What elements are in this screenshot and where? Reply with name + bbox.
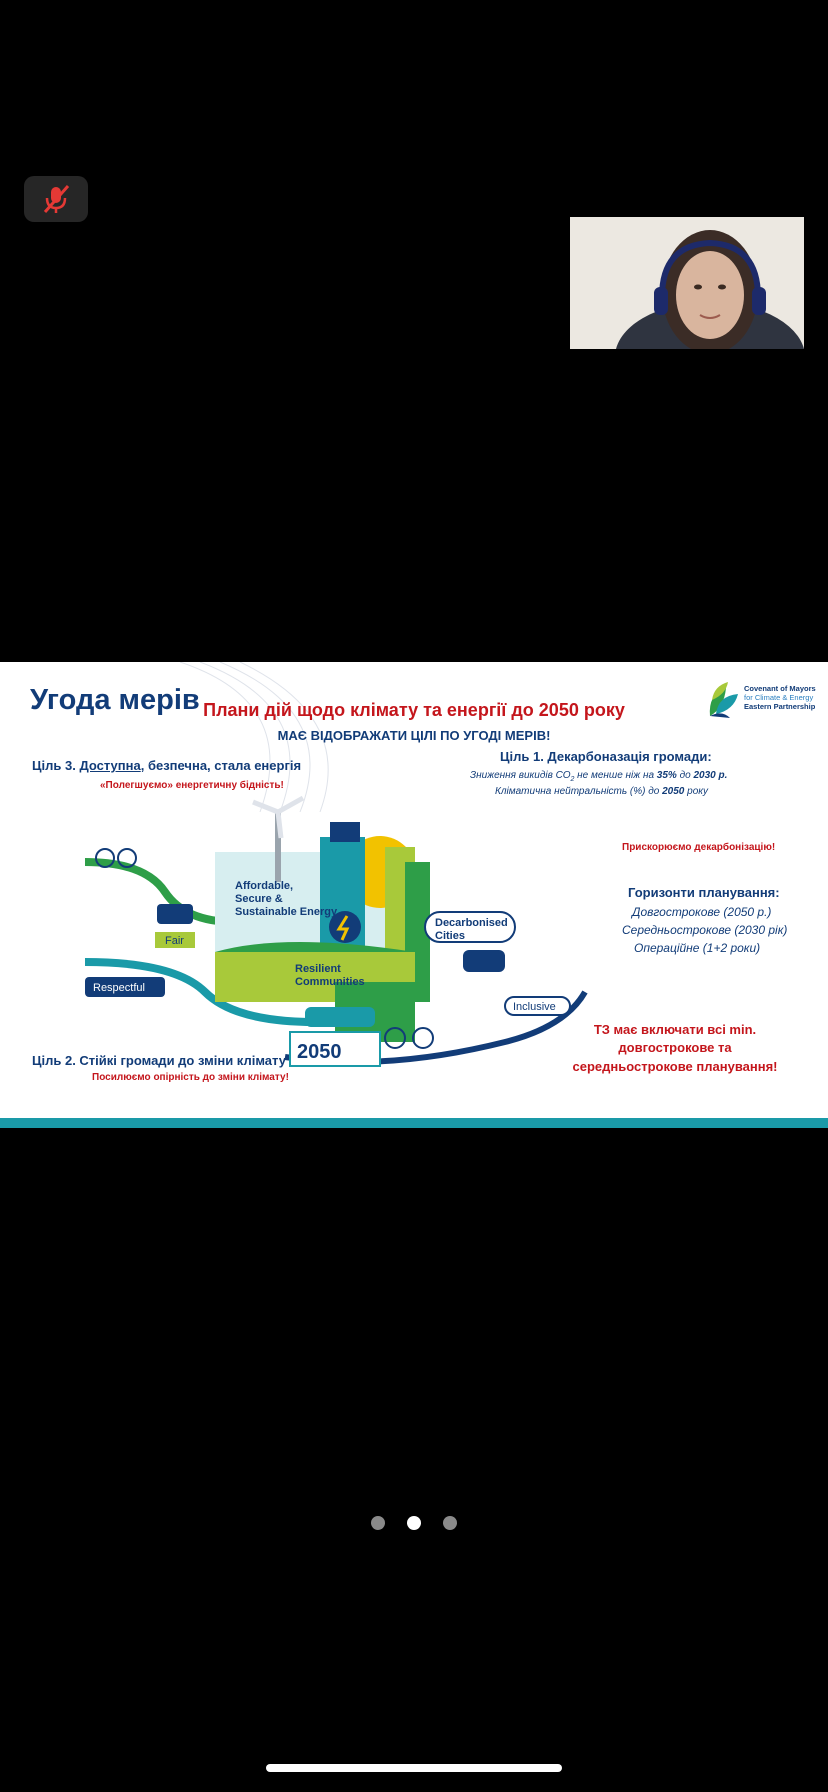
goal-3-title [32, 758, 301, 773]
goal-1-title: Ціль 1. Декарбоназація громади: [500, 749, 712, 764]
goal-2-note: Посилюємо опірність до зміни клімату! [92, 1072, 289, 1083]
goal-2-title: Ціль 2. Стійкі громади до зміни клімату [32, 1053, 286, 1068]
goal-1-l1-sub: 2 [570, 776, 575, 783]
goal-1-l1-a: Зниження викидів СО [470, 770, 571, 781]
shared-presentation-slide [0, 662, 828, 1128]
goal-1-l1-c: до [676, 770, 694, 781]
label-affordable-2: Secure & [235, 893, 283, 905]
label-resilient-2: Communities [295, 976, 365, 988]
goal-1-l1-year: 2030 р. [693, 770, 728, 781]
label-fair: Fair [165, 935, 184, 947]
label-decarbonised-1: Decarbonised [435, 917, 508, 929]
planning-horizons-title: Горизонти планування: [628, 885, 780, 900]
label-resilient-1: Resilient [295, 963, 341, 975]
participant-video-tile[interactable] [570, 217, 804, 349]
horizon-operational: Операційне (1+2 роки) [634, 941, 761, 955]
mute-microphone-button[interactable] [24, 176, 88, 222]
page-dot-2[interactable] [407, 1516, 421, 1530]
slide-headline: Плани дій щодо клімату та енергії до 2050 року [203, 700, 625, 720]
logo-line-1: Covenant of Mayors [744, 684, 816, 693]
horizon-long-term: Довгострокове (2050 р.) [632, 905, 772, 919]
goal-1-line-1 [470, 770, 727, 783]
page-dot-3[interactable] [443, 1516, 457, 1530]
label-2050: 2050 [297, 1041, 342, 1063]
goal-1-l1-b: не менше ніж на [574, 770, 657, 781]
microphone-off-icon [39, 182, 73, 216]
tz-line-1: ТЗ має включати всі min. [593, 1022, 757, 1037]
goal-3-prefix: Ціль 3. [32, 758, 80, 773]
slide-title: Угода мерів [30, 684, 200, 716]
label-respectful: Respectful [93, 982, 145, 994]
label-decarbonised-2: Cities [435, 930, 465, 942]
slide-subhead: МАЄ ВІДОБРАЖАТИ ЦІЛІ ПО УГОДІ МЕРІВ! [277, 728, 551, 743]
slide-bottom-bar [0, 1118, 828, 1128]
goal-1-note: Прискорюємо декарбонізацію! [622, 842, 776, 853]
label-affordable-3: Sustainable Energy [235, 906, 338, 918]
tz-line-3: середньострокове планування! [572, 1059, 778, 1074]
participant-video [570, 217, 804, 349]
goal-1-l2-b: року [684, 786, 708, 797]
page-dot-1[interactable] [371, 1516, 385, 1530]
goal-3-suffix: , безпечна, стала енергія [140, 758, 302, 773]
goal-1-l2-a: Кліматична нейтральність (%) до [495, 786, 663, 797]
goal-1-l2-year: 2050 [662, 786, 685, 797]
home-indicator[interactable] [266, 1764, 562, 1772]
logo-line-3: Eastern Partnership [744, 702, 816, 711]
label-inclusive: Inclusive [513, 1001, 556, 1013]
logo-line-2: for Climate & Energy [744, 693, 814, 702]
horizon-medium-term: Середньострокове (2030 рік) [622, 923, 788, 937]
goal-3-underlined: Доступна [79, 758, 141, 773]
page-indicator [0, 1516, 828, 1530]
tz-line-2: довгострокове та [618, 1040, 732, 1055]
climate-energy-illustration [85, 792, 595, 1082]
goal-1-l1-pct: 35% [656, 770, 677, 781]
label-affordable-1: Affordable, [235, 880, 294, 892]
goal-3-note: «Полегшуємо» енергетичну бідність! [100, 780, 284, 791]
